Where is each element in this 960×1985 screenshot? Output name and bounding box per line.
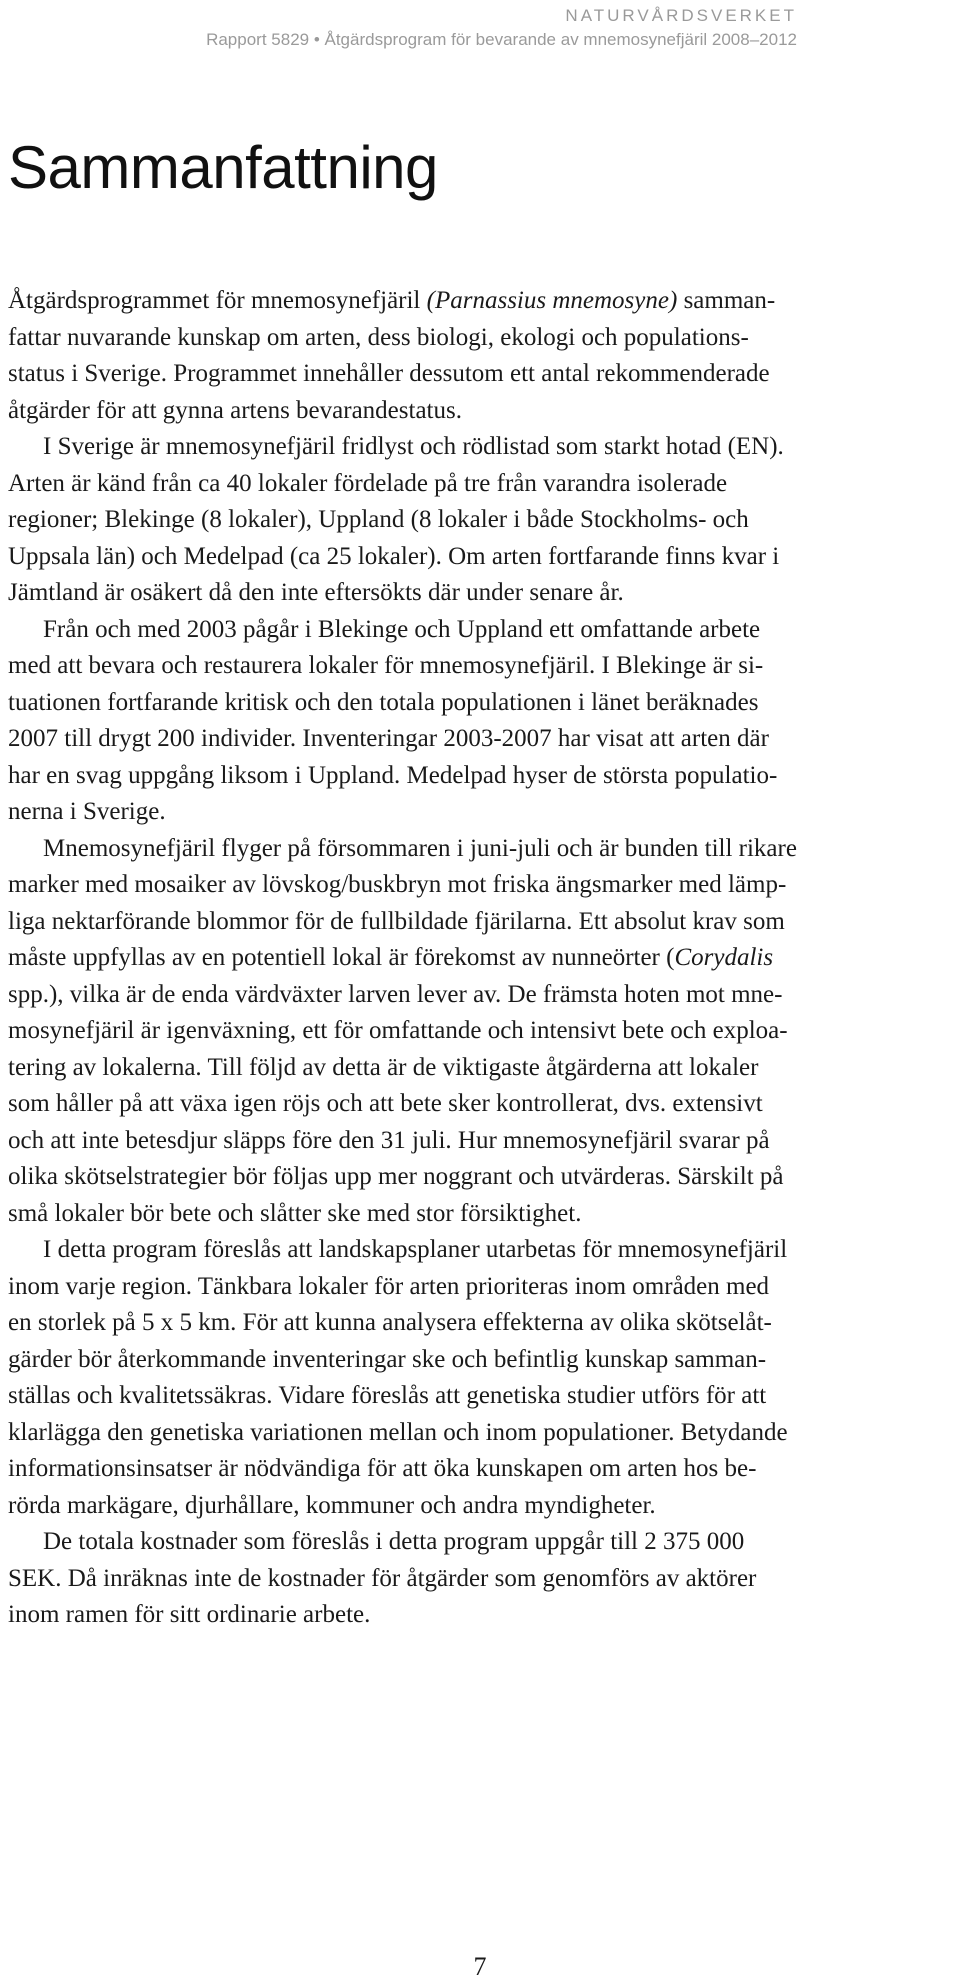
text-line: fattar nuvarande kunskap om arten, dess biologi, ekologi och populations-	[8, 323, 749, 351]
paragraph	[8, 429, 952, 612]
text-line: Jämtland är osäkert då den inte eftersökts där under senare år.	[8, 579, 624, 606]
text-line: olika skötselstrategier bör följas upp mer noggrant och utvärderas. Särskilt på	[8, 1163, 784, 1190]
text-line: med att bevara och restaurera lokaler för mnemosynefjäril. I Blekinge är si-	[8, 652, 764, 679]
paragraph	[8, 283, 952, 429]
page-number: 7	[473, 1952, 487, 1981]
text-line: åtgärder för att gynna artens bevarandestatus.	[8, 396, 462, 424]
text-line: Mnemosynefjäril flyger på försommaren i juni-juli och är bunden till rikare	[43, 834, 797, 862]
text-line: och att inte betesdjur släpps före den 31 juli. Hur mnemosynefjäril svarar på	[8, 1126, 770, 1154]
text-line: regioner; Blekinge (8 lokaler), Uppland (8 lokaler i både Stockholms- och	[8, 506, 749, 533]
text-line: ställas och kvalitetssäkras. Vidare föreslås att genetiska studier utförs för att	[8, 1382, 767, 1409]
text-line: små lokaler bör bete och slåtter ske med stor försiktighet.	[8, 1199, 582, 1227]
page-title: Sammanfattning	[8, 134, 438, 201]
text-line: mosynefjäril är igenväxning, ett för omfattande och intensivt bete och exploa-	[8, 1017, 788, 1044]
text-line: inom varje region. Tänkbara lokaler för arten prioriteras inom områden med	[8, 1272, 770, 1300]
text-line: tering av lokalerna. Till följd av detta är de viktigaste åtgärderna att lokaler	[8, 1053, 759, 1081]
paragraph	[8, 1524, 952, 1634]
italic-term: Corydalis	[674, 944, 774, 971]
italic-term: (Parnassius mnemosyne)	[426, 287, 678, 314]
text-line: informationsinsatser är nödvändiga för att öka kunskapen om arten hos be-	[8, 1455, 757, 1482]
text-line: Arten är känd från ca 40 lokaler fördelade på tre från varandra isolerade	[8, 469, 728, 497]
text-line: I Sverige är mnemosynefjäril fridlyst och rödlistad som starkt hotad (EN).	[43, 433, 784, 460]
paragraph	[8, 612, 952, 831]
text-line: spp.), vilka är de enda värdväxter larven lever av. De främsta hoten mot mne-	[8, 980, 783, 1008]
summary-body	[8, 283, 952, 1634]
text-segment: måste uppfyllas av en potentiell lokal är förekomst av nunneörter (	[8, 944, 675, 971]
text-line: marker med mosaiker av lövskog/buskbryn mot friska ängsmarker med lämp-	[8, 871, 787, 898]
text-line: inom ramen för sitt ordinarie arbete.	[8, 1601, 371, 1628]
text-line: en storlek på 5 x 5 km. För att kunna analysera effekterna av olika skötselåt-	[8, 1309, 772, 1336]
text-line: status i Sverige. Programmet innehåller dessutom ett antal rekommenderade	[8, 360, 770, 387]
text-line: som håller på att växa igen röjs och att bete sker kontrollerat, dvs. extensivt	[8, 1090, 763, 1117]
text-line	[8, 283, 952, 320]
text-line: De totala kostnader som föreslås i detta program uppgår till 2 375 000	[43, 1528, 745, 1555]
text-line: 2007 till drygt 200 individer. Inventeringar 2003-2007 har visat att arten där	[8, 725, 769, 752]
text-line	[8, 940, 952, 977]
page-header	[206, 4, 797, 52]
text-line: Uppsala län) och Medelpad (ca 25 lokaler). Om arten fortfarande finns kvar i	[8, 542, 780, 570]
text-line: rörda markägare, djurhållare, kommuner och andra myndigheter.	[8, 1491, 656, 1519]
text-line: klarlägga den genetiska variationen mellan och inom populationer. Betydande	[8, 1418, 788, 1446]
text-line: SEK. Då inräknas inte de kostnader för åtgärder som genomförs av aktörer	[8, 1564, 757, 1592]
text-line: har en svag uppgång liksom i Uppland. Medelpad hyser de största populatio-	[8, 761, 778, 789]
organization-name: NATURVÅRDSVERKET	[565, 6, 797, 25]
report-title-line: Rapport 5829 • Åtgärdsprogram för bevarande av mnemosynefjäril 2008–2012	[206, 30, 797, 49]
text-segment: samman-	[677, 287, 776, 314]
text-line: I detta program föreslås att landskapsplaner utarbetas för mnemosynefjäril	[43, 1236, 788, 1263]
text-line: Från och med 2003 pågår i Blekinge och Uppland ett omfattande arbete	[43, 615, 761, 643]
text-line: nerna i Sverige.	[8, 798, 166, 825]
paragraph	[8, 831, 952, 1233]
text-line: liga nektarförande blommor för de fullbildade fjärilarna. Ett absolut krav som	[8, 907, 785, 935]
text-segment: Åtgärdsprogrammet för mnemosynefjäril	[8, 287, 427, 314]
text-line: tuationen fortfarande kritisk och den totala populationen i länet beräknades	[8, 688, 759, 716]
paragraph	[8, 1232, 952, 1524]
text-line: gärder bör återkommande inventeringar ske och befintlig kunskap samman-	[8, 1345, 767, 1373]
